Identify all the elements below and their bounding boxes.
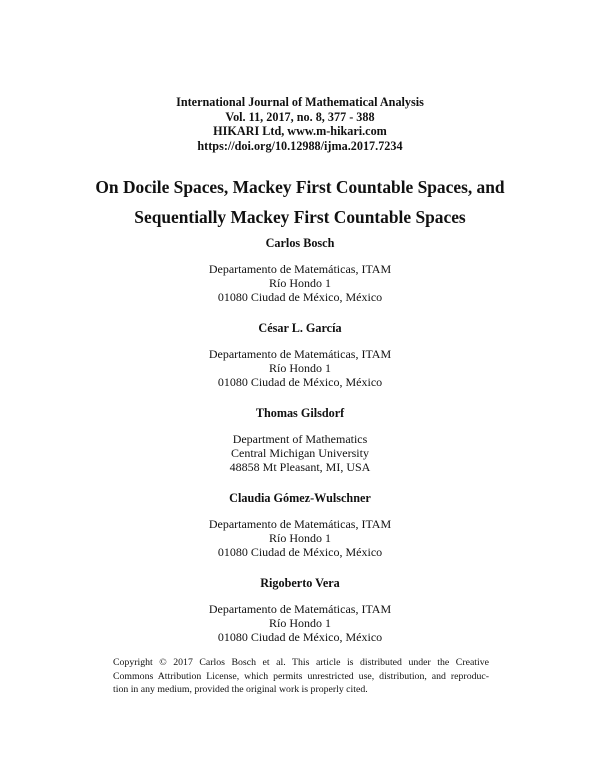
affiliation-line: Departamento de Matemáticas, ITAM [208, 347, 392, 361]
copyright-line-3: tion in any medium, provided the original work is properly cited. [113, 684, 368, 696]
author-affiliation [0, 432, 600, 474]
copyright-line-1: Copyright © 2017 Carlos Bosch et al. This article is distributed under the Creative [113, 657, 489, 668]
author-name: César L. García [258, 321, 342, 335]
author-affiliation [0, 517, 600, 559]
journal-name: International Journal of Mathematical Analysis [176, 95, 424, 109]
author-affiliation [0, 262, 600, 304]
author-name: Carlos Bosch [265, 236, 335, 250]
paper-title-line-1: On Docile Spaces, Mackey First Countable Spaces, and [95, 177, 505, 197]
affiliation-line: Departamento de Matemáticas, ITAM [208, 602, 392, 616]
paper-title [0, 172, 600, 232]
affiliation-line: Departamento de Matemáticas, ITAM [208, 262, 392, 276]
author-block-gilsdorf [0, 406, 600, 474]
journal-volume: Vol. 11, 2017, no. 8, 377 - 388 [225, 109, 375, 124]
author-name: Claudia Gómez-Wulschner [229, 491, 371, 505]
affiliation-line: Río Hondo 1 [268, 616, 331, 630]
affiliation-line: Central Michigan University [231, 446, 369, 460]
copyright-notice [113, 656, 489, 697]
journal-doi[interactable]: https://doi.org/10.12988/ijma.2017.7234 [197, 138, 403, 153]
author-block-vera [0, 576, 600, 644]
affiliation-line: 01080 Ciudad de México, México [217, 375, 383, 389]
journal-header [0, 95, 600, 153]
affiliation-line: 01080 Ciudad de México, México [217, 630, 383, 644]
author-affiliation [0, 347, 600, 389]
author-block-gomez-wulschner [0, 491, 600, 559]
affiliation-line: 01080 Ciudad de México, México [217, 545, 383, 559]
author-name: Rigoberto Vera [260, 576, 340, 590]
copyright-line-2: Commons Attribution License, which permits unrestricted use, distribution, and reproduc- [113, 670, 489, 682]
affiliation-line: Río Hondo 1 [268, 276, 331, 290]
author-name: Thomas Gilsdorf [255, 406, 345, 420]
author-block-bosch [0, 236, 600, 304]
journal-publisher: HIKARI Ltd, www.m-hikari.com [213, 124, 387, 138]
affiliation-line: Departamento de Matemáticas, ITAM [208, 517, 392, 531]
affiliation-line: 01080 Ciudad de México, México [217, 290, 383, 304]
author-affiliation [0, 602, 600, 644]
affiliation-line: Río Hondo 1 [268, 531, 331, 545]
paper-title-line-2: Sequentially Mackey First Countable Spaces [134, 207, 466, 227]
affiliation-line: Department of Mathematics [232, 432, 368, 446]
affiliation-line: 48858 Mt Pleasant, MI, USA [229, 460, 371, 474]
affiliation-line: Río Hondo 1 [268, 361, 331, 375]
author-block-garcia [0, 321, 600, 389]
